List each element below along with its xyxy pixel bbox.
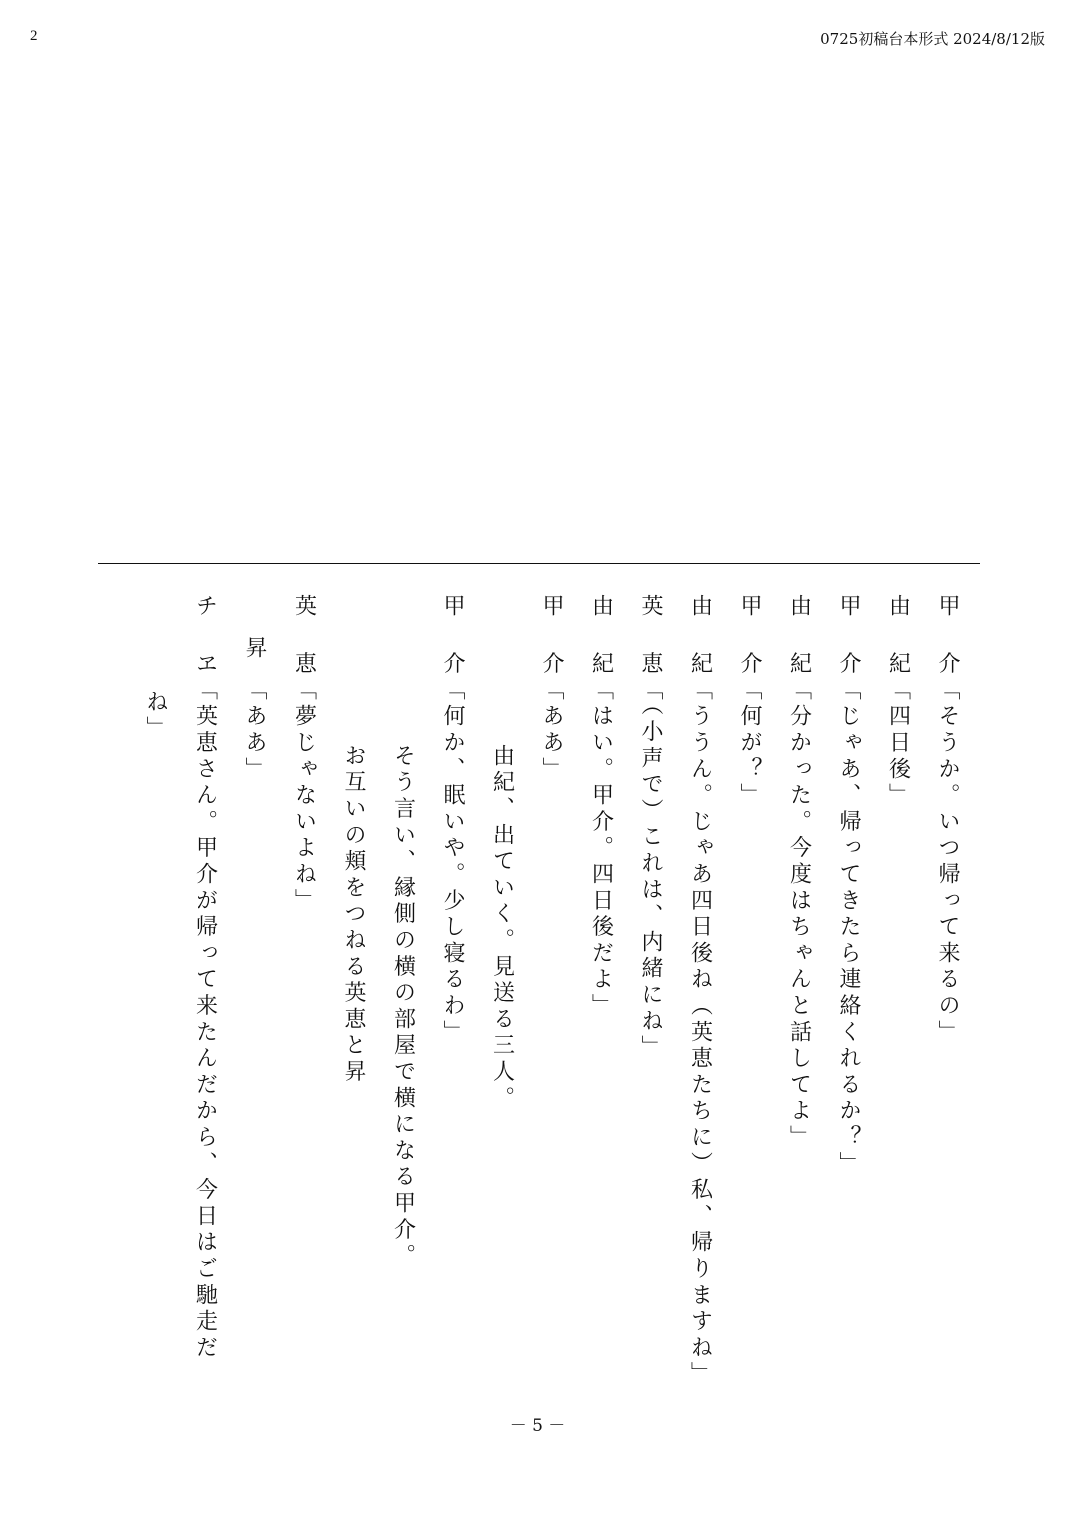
stage-direction (491, 744, 513, 1112)
dialogue-text: 「（小声で）これは、内緒にね」 (638, 678, 663, 1062)
dialogue-text: 「何か、眠いや。少し寝るわ」 (440, 678, 465, 1047)
dialogue-line (837, 594, 859, 1178)
dialogue-line (194, 594, 216, 1362)
speaker-name: 由 紀 (588, 594, 614, 678)
dialogue-line (441, 594, 463, 1046)
speaker-name: 甲 介 (935, 594, 960, 678)
document-version-header: 0725初稿台本形式 2024/8/12版 (820, 30, 1045, 48)
dialogue-continuation (144, 690, 166, 743)
dialogue-text: 「ううん。じゃあ四日後ね（英恵たちに）私、帰りますね」 (687, 678, 713, 1389)
dialogue-text: 「何が？」 (737, 678, 762, 810)
stage-direction (342, 744, 364, 1086)
speaker-name: 由 紀 (687, 594, 713, 678)
dialogue-text: 「分かった。今度はちゃんと話してよ」 (786, 678, 812, 1152)
dialogue-text: 「ああ」 (242, 678, 267, 784)
dialogue-text: 「はい。甲介。四日後だよ」 (588, 678, 614, 1020)
dialogue-continuation-text: ね」 (143, 690, 168, 743)
dialogue-line (639, 594, 661, 1062)
page-corner-number: 2 (30, 28, 38, 44)
stage-direction-text: そう言い、縁側の横の部屋で横になる甲介。 (390, 744, 416, 1270)
dialogue-line (936, 594, 958, 1046)
dialogue-line (293, 594, 315, 915)
dialogue-line (540, 594, 562, 783)
speaker-name: 甲 介 (836, 594, 861, 678)
speaker-name: 甲 介 (539, 594, 564, 678)
speaker-name: チ ヱ (192, 594, 218, 678)
speaker-name: 由 紀 (786, 594, 812, 678)
dialogue-text: 「夢じゃないよね」 (291, 678, 317, 915)
speaker-name: 英 恵 (291, 594, 317, 678)
dialogue-line (689, 594, 711, 1388)
dialogue-line (788, 594, 810, 1151)
dialogue-line (887, 594, 909, 810)
speaker-name: 英 恵 (638, 594, 663, 678)
dialogue-text: 「英恵さん。甲介が帰って来たんだから、今日はご馳走だ (192, 678, 218, 1362)
dialogue-line (738, 594, 760, 810)
section-divider (98, 563, 980, 564)
dialogue-text: 「四日後」 (885, 678, 911, 810)
speaker-name: 由 紀 (885, 594, 911, 678)
speaker-name: 昇 (242, 635, 267, 663)
dialogue-text: 「ああ」 (539, 678, 564, 784)
stage-direction-text: 由紀、出ていく。見送る三人。 (489, 744, 515, 1113)
stage-direction (392, 744, 414, 1270)
speaker-name: 甲 介 (737, 594, 762, 678)
dialogue-line (243, 594, 265, 783)
script-body (110, 594, 960, 1389)
dialogue-text: 「じゃあ、帰ってきたら連絡くれるか？」 (836, 678, 861, 1178)
speaker-name: 甲 介 (440, 594, 465, 678)
dialogue-text: 「そうか。いつ帰って来るの」 (935, 678, 960, 1047)
dialogue-line (590, 594, 612, 1020)
footer-page-number: － 5 － (509, 1416, 566, 1436)
stage-direction-text: お互いの頬をつねる英恵と昇 (341, 744, 366, 1086)
